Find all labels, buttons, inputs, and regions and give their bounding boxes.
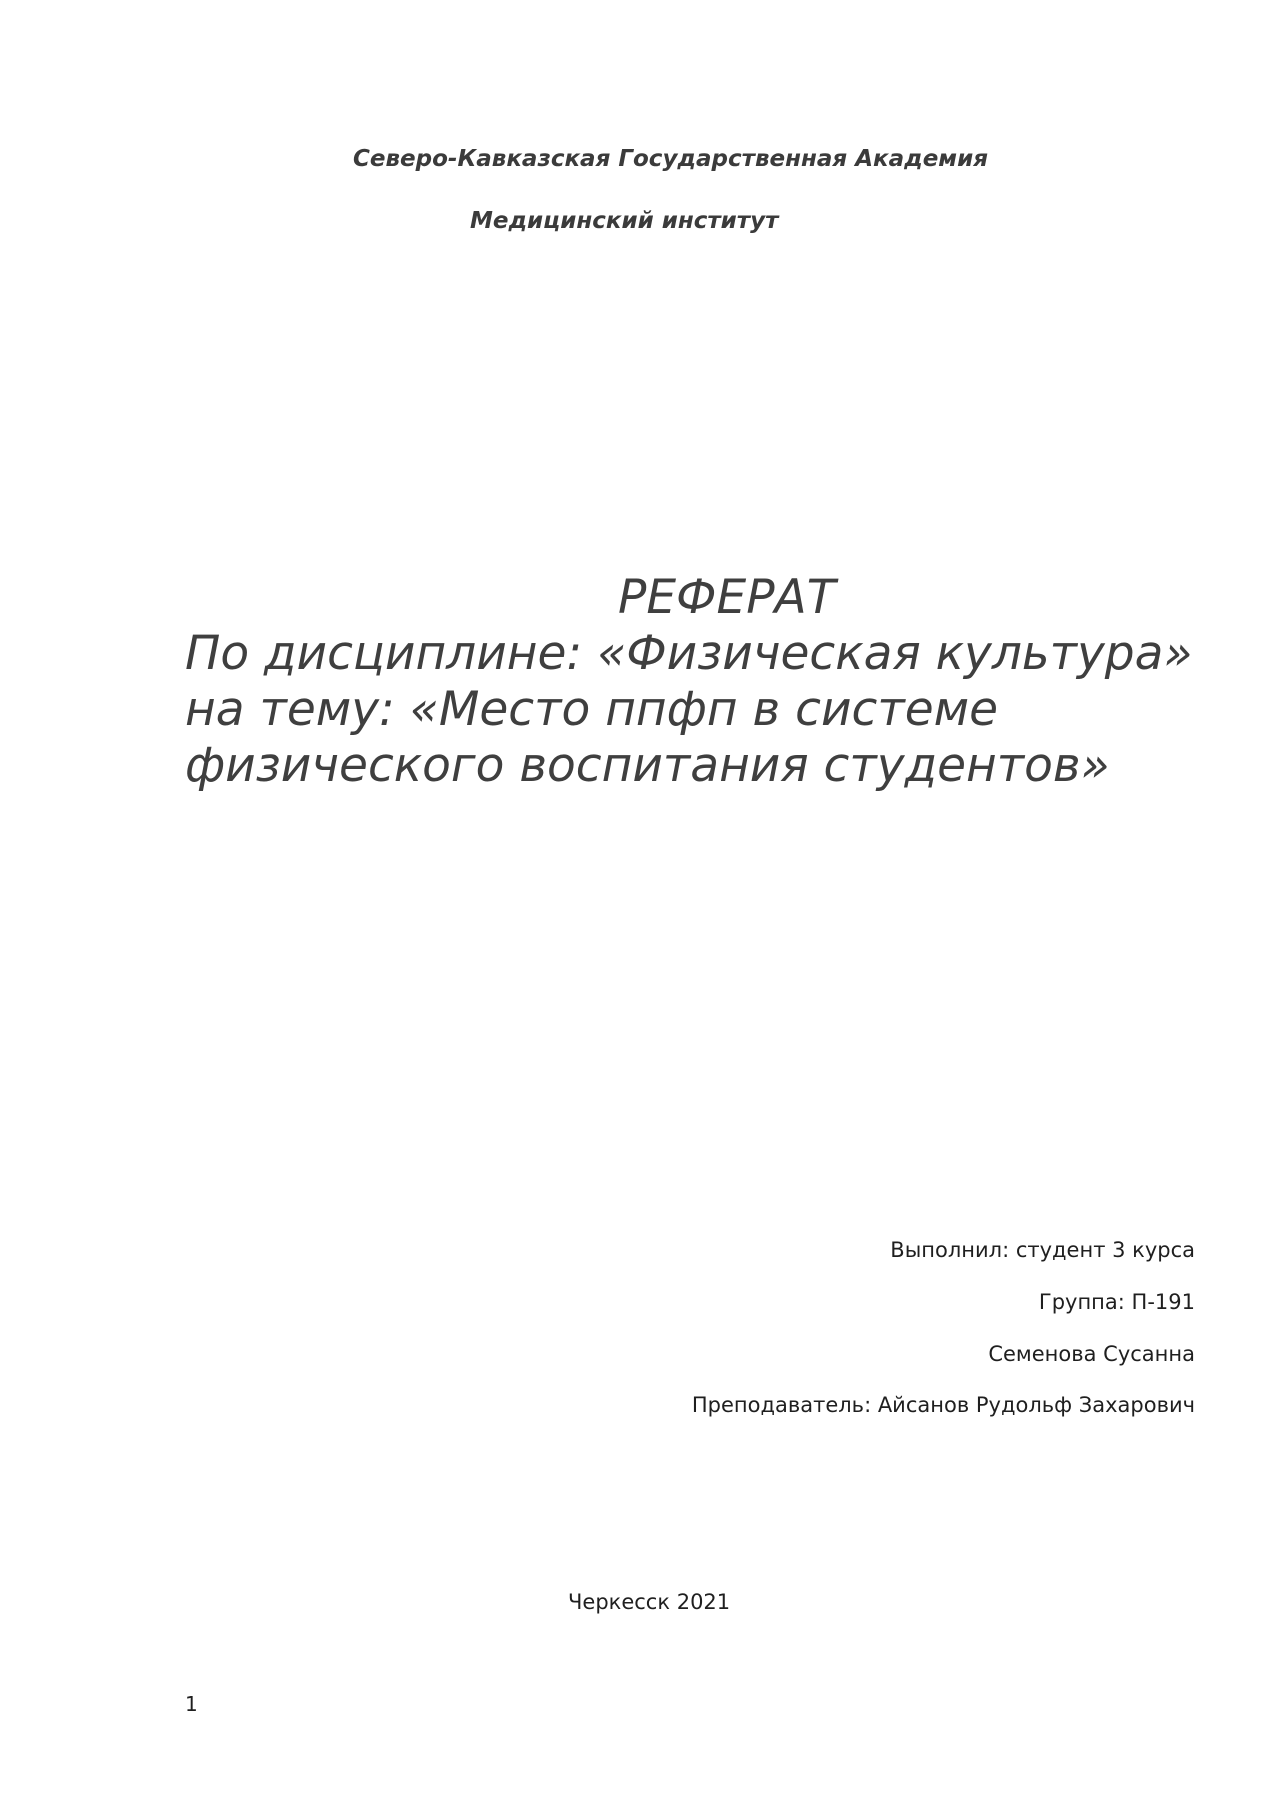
discipline-line: По дисциплине: «Физическая культура» <box>185 626 1193 681</box>
topic-line-2: физического воспитания студентов» <box>185 738 1110 793</box>
title-block <box>185 570 1193 794</box>
teacher-info: Преподаватель: Айсанов Рудольф Захарович <box>691 1393 1195 1417</box>
topic-line-1: на тему: «Место ппфп в системе <box>185 682 999 737</box>
student-name: Семенова Сусанна <box>988 1342 1195 1366</box>
city-year: Черкесск 2021 <box>568 1590 731 1614</box>
document-type-title: РЕФЕРАТ <box>618 570 836 625</box>
performed-by: Выполнил: студент 3 курса <box>890 1238 1195 1262</box>
academy-name: Северо-Кавказская Государственная Академия <box>353 146 988 172</box>
institute-name: Медицинский институт <box>470 208 779 234</box>
group-info: Группа: П-191 <box>1038 1290 1195 1314</box>
page-number: 1 <box>185 1692 198 1716</box>
